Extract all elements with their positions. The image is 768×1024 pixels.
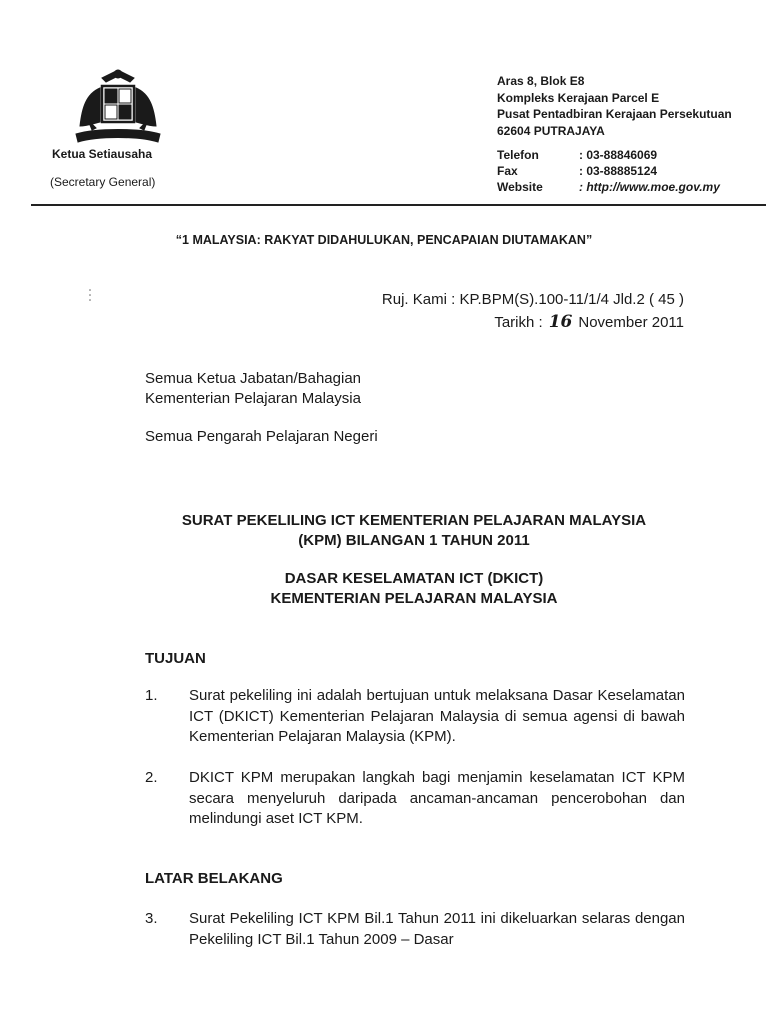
recipient-group bbox=[145, 369, 361, 409]
paragraph-text: Surat pekeliling ini adalah bertujuan untuk melaksana Dasar Keselamatan ICT (DKICT) Kementerian Pelajaran Malaysia di semua agensi di bawah Kementerian Pelajaran Malaysia (KPM). bbox=[189, 687, 685, 745]
contact-label: Fax bbox=[497, 164, 518, 178]
contact-value: : 03-88846069 bbox=[579, 148, 658, 162]
address-line: Aras 8, Blok E8 bbox=[497, 74, 585, 88]
subject-line: DASAR KESELAMATAN ICT (DKICT) bbox=[284, 570, 544, 587]
paragraph-1 bbox=[145, 686, 685, 748]
contact-fax bbox=[497, 163, 720, 179]
paragraph-number: 3. bbox=[145, 910, 158, 927]
coat-of-arms-icon bbox=[72, 68, 164, 146]
recipient-line: Semua Ketua Jabatan/Bahagian bbox=[145, 370, 361, 387]
header-divider bbox=[31, 204, 766, 206]
subject-title bbox=[0, 511, 768, 551]
date-line bbox=[382, 311, 684, 334]
paragraph-text: Surat Pekeliling ICT KPM Bil.1 Tahun 2011 ini dikeluarkan selaras dengan Pekeliling ICT Bil.1 Tahun 2009 – Dasar bbox=[189, 910, 685, 948]
contact-label: Telefon bbox=[497, 148, 539, 162]
subject-line: SURAT PEKELILING ICT KEMENTERIAN PELAJARAN MALAYSIA bbox=[181, 512, 647, 529]
contact-block bbox=[497, 147, 720, 195]
policy-title bbox=[0, 569, 768, 609]
slogan: “1 MALAYSIA: RAKYAT DIDAHULUKAN, PENCAPAIAN DIUTAMAKAN” bbox=[175, 233, 593, 247]
contact-phone bbox=[497, 147, 720, 163]
contact-website bbox=[497, 179, 720, 195]
recipient-line: Semua Pengarah Pelajaran Negeri bbox=[145, 428, 378, 445]
website-link[interactable]: : http://www.moe.gov.my bbox=[579, 180, 720, 194]
subject-line: (KPM) BILANGAN 1 TAHUN 2011 bbox=[298, 532, 530, 549]
address-block bbox=[497, 73, 732, 139]
date-label: Tarikh : bbox=[494, 314, 543, 331]
reference-number: Ruj. Kami : KP.BPM(S).100-11/1/4 Jld.2 ( 45 ) bbox=[381, 291, 684, 308]
paragraph-number: 2. bbox=[145, 769, 158, 786]
scan-speck bbox=[88, 288, 92, 302]
reference-block bbox=[382, 289, 684, 334]
address-line: 62604 PUTRAJAYA bbox=[497, 123, 605, 138]
section-heading-tujuan: TUJUAN bbox=[145, 650, 206, 667]
contact-label: Website bbox=[497, 180, 543, 194]
paragraph-3 bbox=[145, 909, 685, 950]
address-line: Kompleks Kerajaan Parcel E bbox=[497, 90, 660, 105]
paragraph-text: DKICT KPM merupakan langkah bagi menjamin keselamatan ICT KPM secara menyeluruh daripada ancaman-ancaman pencerobohan dan melindungi aset ICT KPM. bbox=[189, 769, 685, 827]
section-heading-latar-belakang: LATAR BELAKANG bbox=[145, 870, 283, 887]
recipient-line: Kementerian Pelajaran Malaysia bbox=[145, 390, 361, 407]
address-line: Pusat Pentadbiran Kerajaan Persekutuan bbox=[497, 107, 732, 121]
paragraph-2 bbox=[145, 768, 685, 830]
date-month-year: November 2011 bbox=[578, 314, 684, 331]
org-title: Ketua Setiausaha bbox=[52, 147, 153, 161]
paragraph-number: 1. bbox=[145, 687, 158, 704]
handwritten-day: 16 bbox=[548, 312, 573, 332]
contact-value: : 03-88885124 bbox=[579, 164, 658, 178]
org-subtitle: (Secretary General) bbox=[50, 175, 156, 189]
subject-line: KEMENTERIAN PELAJARAN MALAYSIA bbox=[270, 590, 558, 607]
